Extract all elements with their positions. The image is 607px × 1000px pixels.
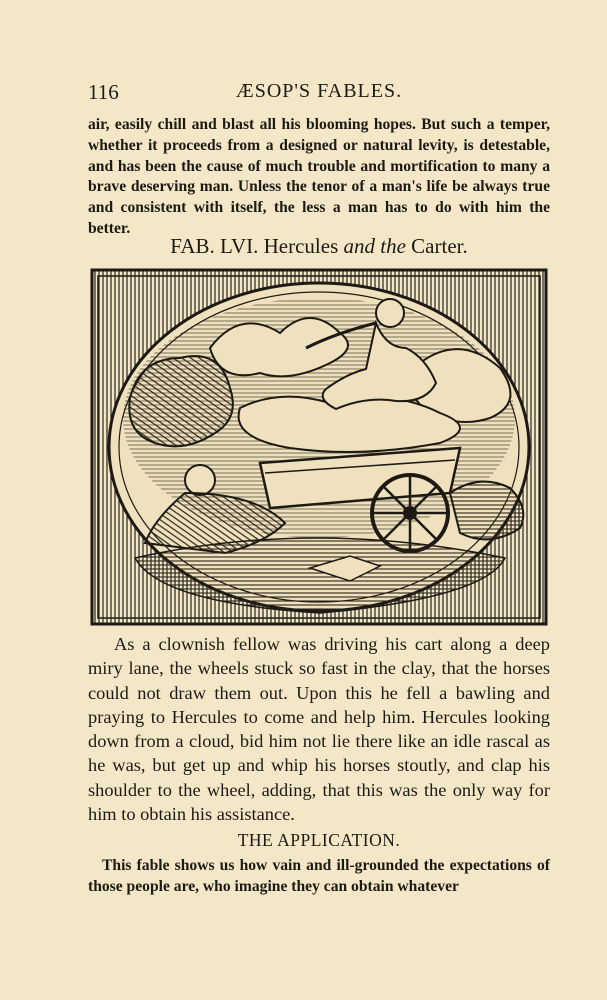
fable-body — [88, 632, 550, 826]
application-paragraph — [88, 855, 550, 897]
fable-title-name-2: Carter. — [411, 234, 468, 258]
application-text: This fable shows us how vain and ill-grounded the expectations of those people are, who imagine they can obtain whatever — [88, 857, 550, 895]
running-title: ÆSOP'S FABLES. — [235, 80, 403, 102]
fable-title — [88, 234, 550, 259]
woodcut-illustration — [90, 268, 548, 626]
woodcut-hercules-carter-icon — [90, 268, 548, 626]
fable-title-name-1: Hercules — [263, 234, 339, 258]
intro-text: air, easily chill and blast all his blooming hopes. But such a temper, whether it proceeds from a designed or natural levity, is detestable, and has been the cause of much trouble and mortification to many a brave deserving man. Unless the tenor of a man's life be always true and consistent with itself, the less a man has to do with him the better. — [88, 116, 550, 237]
page-header — [88, 80, 550, 106]
fable-body-text: As a clownish fellow was driving his cart along a deep miry lane, the wheels stuck so fast in the clay, that the horses could not draw them out. Upon this he fell a bawling and praying to Hercules to come and help him. Hercules looking down from a cloud, bid him not lie there like an idle rascal as he was, but get up and whip his horses stoutly, and clap his shoulder to the wheel, adding, that this was the only way for him to obtain his assistance. — [88, 634, 550, 825]
page-number: 116 — [88, 80, 119, 104]
application-heading: THE APPLICATION. — [237, 830, 401, 850]
intro-paragraph — [88, 115, 550, 240]
fable-title-conjunction: and the — [343, 234, 406, 258]
fable-number: FAB. LVI. — [170, 234, 259, 258]
